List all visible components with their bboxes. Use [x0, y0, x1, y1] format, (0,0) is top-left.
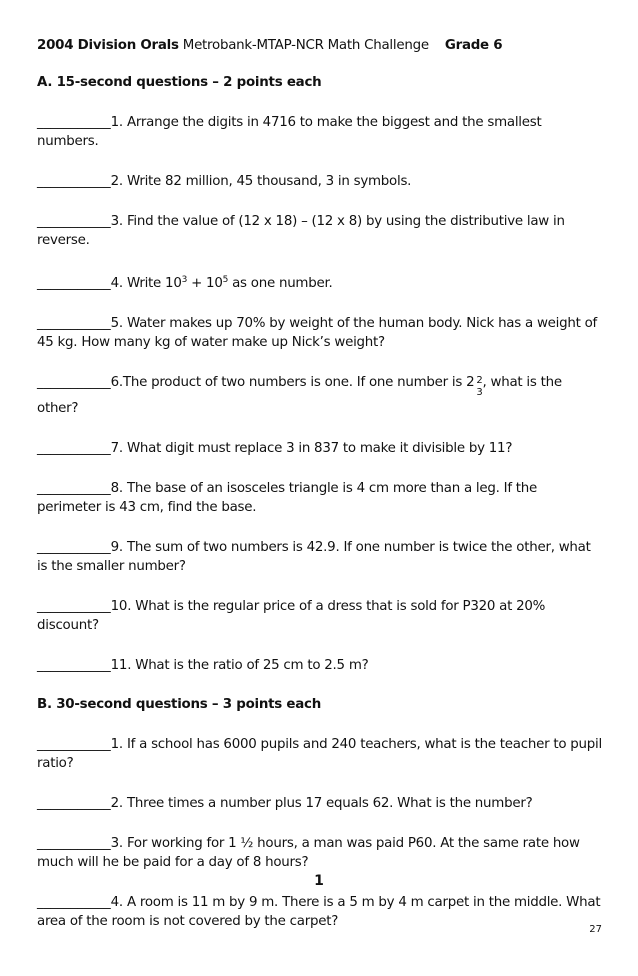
answer-blank: ___________ [37, 737, 111, 752]
grade-label: Grade 6 [444, 38, 503, 53]
answer-blank: ___________ [37, 481, 111, 496]
answer-blank: ___________ [37, 115, 111, 130]
question-text: 3. Find the value of (12 x 18) – (12 x 8) by using the distributive law in reverse. [37, 214, 565, 248]
event-title: 2004 Division Orals [37, 38, 179, 53]
question-a9 [37, 538, 603, 576]
page-number: 1 [314, 873, 324, 889]
answer-blank: ___________ [37, 174, 111, 189]
question-text: 3. For working for 1 ½ hours, a man was paid P60. At the same rate how much will he be paid for a day of 8 hours? [37, 836, 580, 870]
question-text: 8. The base of an isosceles triangle is 4 cm more than a leg. If the perimeter is 43 cm, find the base. [37, 481, 538, 515]
section-b-title: B. 30-second questions – 3 points each [37, 697, 322, 712]
fraction-denominator: 3 [476, 387, 483, 398]
answer-blank: ___________ [37, 316, 111, 331]
question-a11 [37, 656, 603, 675]
answer-blank: ___________ [37, 214, 111, 229]
question-text: as one number. [228, 276, 333, 291]
question-a3 [37, 212, 603, 250]
question-text: 11. What is the ratio of 25 cm to 2.5 m? [110, 658, 369, 673]
question-text: 9. The sum of two numbers is 42.9. If one number is twice the other, what is the smaller number? [37, 540, 591, 574]
answer-blank: ___________ [37, 276, 111, 291]
question-b4 [37, 893, 603, 931]
fraction-numerator: 2 [476, 375, 483, 386]
question-a2 [37, 172, 603, 191]
answer-blank: ___________ [37, 895, 111, 910]
question-a5 [37, 314, 603, 352]
question-text: 1. Arrange the digits in 4716 to make the biggest and the smallest numbers. [37, 115, 542, 149]
question-text: 5. Water makes up 70% by weight of the human body. Nick has a weight of 45 kg. How many kg of water make up Nick’s weight? [37, 316, 598, 350]
exponent: 5 [222, 275, 229, 285]
answer-blank: ___________ [37, 540, 111, 555]
question-a6 [37, 373, 603, 418]
section-a-title: A. 15-second questions – 2 points each [37, 75, 322, 90]
question-text: 7. What digit must replace 3 in 837 to make it divisible by 11? [110, 441, 513, 456]
answer-blank: ___________ [37, 836, 111, 851]
answer-blank: ___________ [37, 658, 111, 673]
exponent: 3 [181, 275, 188, 285]
question-a8 [37, 479, 603, 517]
question-text: , what is the other? [37, 375, 562, 416]
contest-name: Metrobank-MTAP-NCR Math Challenge [182, 38, 429, 53]
question-text: + 10 [187, 276, 223, 291]
answer-blank: ___________ [37, 441, 111, 456]
question-a1 [37, 113, 603, 151]
sheet-number: 27 [589, 924, 602, 935]
question-a7 [37, 439, 603, 458]
question-text: 1. If a school has 6000 pupils and 240 teachers, what is the teacher to pupil ratio? [37, 737, 602, 771]
question-text: 4. A room is 11 m by 9 m. There is a 5 m by 4 m carpet in the middle. What area of the room is not covered by the carpet? [37, 895, 601, 929]
question-b2 [37, 794, 603, 813]
question-b1 [37, 735, 603, 773]
worksheet-header [37, 38, 603, 53]
question-a4 [37, 271, 603, 293]
answer-blank: ___________ [37, 599, 111, 614]
question-text: 2. Three times a number plus 17 equals 62. What is the number? [110, 796, 533, 811]
question-text: 4. Write 10 [110, 276, 182, 291]
answer-blank: ___________ [37, 796, 111, 811]
question-a10 [37, 597, 603, 635]
question-b3 [37, 834, 603, 872]
worksheet [37, 38, 603, 931]
question-text: 10. What is the regular price of a dress that is sold for P320 at 20% discount? [37, 599, 546, 633]
question-text: 2. Write 82 million, 45 thousand, 3 in symbols. [110, 174, 412, 189]
question-text: 6.The product of two numbers is one. If one number is 2 [110, 375, 475, 390]
answer-blank: ___________ [37, 375, 111, 390]
